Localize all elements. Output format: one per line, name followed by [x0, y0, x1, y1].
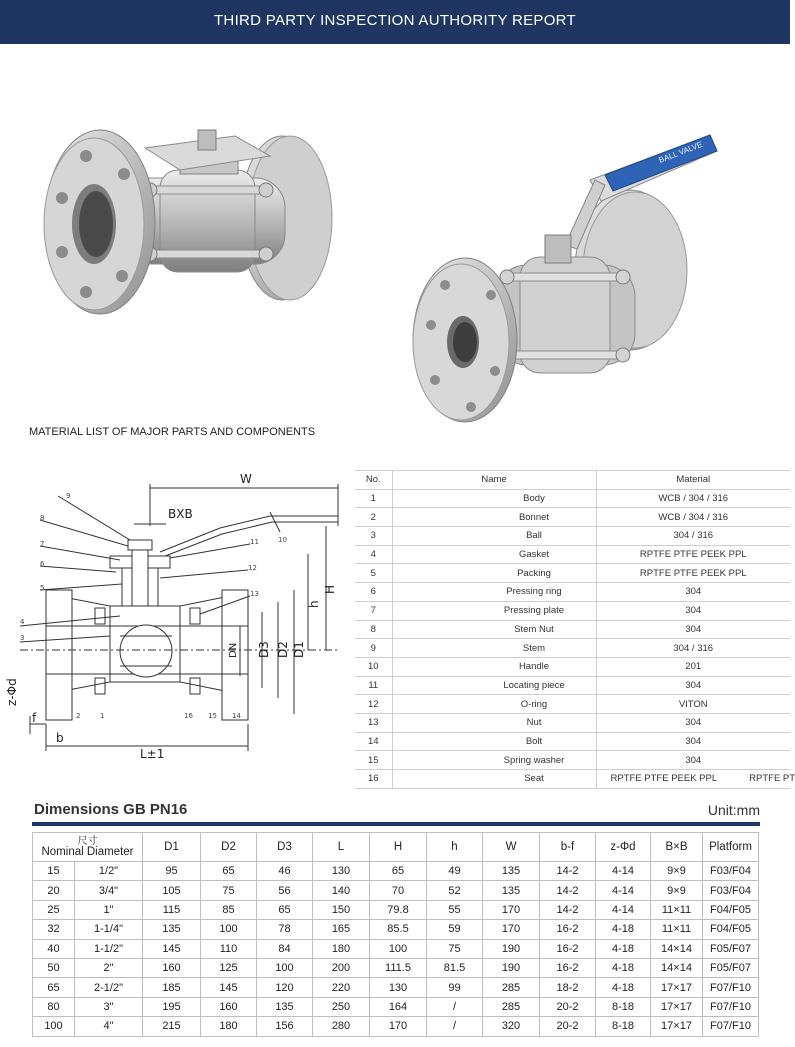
dim-label-h-upper: H — [323, 584, 337, 594]
dimensions-cell: 195 — [143, 997, 201, 1016]
parts-cell-no: 2 — [355, 508, 392, 527]
parts-table-header — [355, 471, 790, 490]
parts-row — [355, 732, 790, 751]
parts-cell-no: 3 — [355, 527, 392, 546]
dimensions-cell: 165 — [313, 920, 370, 939]
callout-10: 10 — [278, 536, 287, 544]
callout-13: 13 — [250, 590, 259, 598]
dimensions-cell: 3/4" — [75, 881, 143, 900]
parts-cell-no: 10 — [355, 657, 392, 676]
dimensions-cell: 130 — [313, 862, 370, 881]
dimensions-cell: 156 — [257, 1017, 313, 1036]
dimensions-cell: 280 — [313, 1017, 370, 1036]
dim-label-d2: D2 — [276, 641, 290, 658]
parts-header-no: No. — [355, 471, 392, 490]
seat-material-extra: RPTFE PT — [749, 773, 795, 785]
parts-row — [355, 639, 790, 658]
dimensions-cell: F04/F05 — [703, 900, 759, 919]
dimensions-cell: F05/F07 — [703, 958, 759, 977]
dimensions-cell: 170 — [483, 900, 540, 919]
dimensions-cell: 11×11 — [651, 920, 703, 939]
dimensions-cell: 85 — [201, 900, 257, 919]
parts-cell-name: Seat — [392, 770, 596, 789]
parts-row — [355, 695, 790, 714]
parts-row — [355, 601, 790, 620]
parts-cell-no: 15 — [355, 751, 392, 770]
parts-cell-no: 11 — [355, 676, 392, 695]
dimensions-cell: 111.5 — [370, 958, 427, 977]
dimensions-cell: 65 — [33, 978, 75, 997]
parts-cell-no: 13 — [355, 713, 392, 732]
dimensions-cell: 49 — [427, 862, 483, 881]
dimensions-cell: 220 — [313, 978, 370, 997]
parts-cell-material: RPTFE PTFE PEEK PPL — [596, 564, 790, 583]
dimensions-cell: 56 — [257, 881, 313, 900]
dim-label-dn: DN — [228, 642, 239, 658]
dimensions-cell: 20 — [33, 881, 75, 900]
dimensions-row — [33, 978, 759, 997]
parts-cell-name: Bolt — [392, 732, 596, 751]
parts-header-material: Material — [596, 471, 790, 490]
parts-cell-no: 9 — [355, 639, 392, 658]
dimensions-header-cell: b-f — [540, 833, 596, 862]
dimensions-cell: 16-2 — [540, 939, 596, 958]
parts-row — [355, 770, 790, 789]
callout-1: 1 — [100, 712, 105, 720]
dimensions-cell: 200 — [313, 958, 370, 977]
dim-label-w: W — [240, 472, 252, 486]
dimensions-cell: 81.5 — [427, 958, 483, 977]
dimensions-cell: 14-2 — [540, 881, 596, 900]
dimensions-cell: 1-1/2" — [75, 939, 143, 958]
dim-label-d1: D1 — [292, 641, 306, 658]
dimensions-cell: 59 — [427, 920, 483, 939]
material-list-heading: MATERIAL LIST OF MAJOR PARTS AND COMPONENTS — [29, 426, 316, 438]
dimensions-row — [33, 881, 759, 900]
dimensions-row — [33, 958, 759, 977]
parts-cell-name: Stem Nut — [392, 620, 596, 639]
parts-cell-name: Stem — [392, 639, 596, 658]
dimensions-cell: 100 — [201, 920, 257, 939]
dimensions-cell: 4-14 — [596, 900, 651, 919]
parts-cell-material: 304 / 316 — [596, 527, 790, 546]
dimensions-header-cell: H — [370, 833, 427, 862]
parts-cell-material: WCB / 304 / 316 — [596, 508, 790, 527]
handle-text: BALL VALVE — [657, 139, 704, 165]
parts-cell-no: 8 — [355, 620, 392, 639]
dim-label-h-lower: h — [307, 600, 321, 608]
dimensions-cell: 1/2" — [75, 862, 143, 881]
dimensions-cell: 4-18 — [596, 939, 651, 958]
callout-7: 7 — [40, 540, 45, 548]
dimensions-title: Dimensions GB PN16 — [34, 801, 188, 818]
parts-cell-name: Nut — [392, 713, 596, 732]
dimensions-cell: 25 — [33, 900, 75, 919]
dimensions-cell: 65 — [201, 862, 257, 881]
dimensions-cell: 4-18 — [596, 978, 651, 997]
dimensions-cell: 2" — [75, 958, 143, 977]
dimensions-cell: 250 — [313, 997, 370, 1016]
dimensions-cell: 170 — [370, 1017, 427, 1036]
parts-cell-material: 304 — [596, 583, 790, 602]
parts-header-name: Name — [392, 471, 596, 490]
parts-material-table — [355, 470, 795, 789]
banner-title: THIRD PARTY INSPECTION AUTHORITY REPORT — [213, 12, 577, 29]
dimensions-cell: 135 — [257, 997, 313, 1016]
valve-photo-left — [20, 100, 350, 340]
dimensions-cell: F07/F10 — [703, 978, 759, 997]
dimensions-header-cell: D2 — [201, 833, 257, 862]
dimensions-row — [33, 900, 759, 919]
dimensions-table-body — [33, 862, 759, 1037]
callout-6: 6 — [40, 560, 45, 568]
dimensions-cell: 135 — [143, 920, 201, 939]
parts-row — [355, 751, 790, 770]
parts-cell-no: 4 — [355, 545, 392, 564]
parts-row — [355, 527, 790, 546]
callout-2: 2 — [76, 712, 81, 720]
parts-cell-name: Bonnet — [392, 508, 596, 527]
parts-cell-no: 6 — [355, 583, 392, 602]
dimensions-cell: 100 — [257, 958, 313, 977]
seat-material: RPTFE PTFE PEEK PPL — [610, 773, 718, 785]
dimensions-cell: F07/F10 — [703, 997, 759, 1016]
dimensions-cell: 80 — [33, 997, 75, 1016]
callout-14: 14 — [232, 712, 241, 720]
dimensions-cell: 70 — [370, 881, 427, 900]
dimensions-cell: 190 — [483, 939, 540, 958]
dimensions-header-row — [33, 833, 759, 862]
dimensions-cell: 75 — [427, 939, 483, 958]
dimensions-cell: 190 — [483, 958, 540, 977]
dimensions-cell: 150 — [313, 900, 370, 919]
parts-row — [355, 713, 790, 732]
parts-row — [355, 620, 790, 639]
dimensions-cell: 180 — [201, 1017, 257, 1036]
dimensions-cell: 105 — [143, 881, 201, 900]
dimensions-cell: 99 — [427, 978, 483, 997]
parts-cell-material: WCB / 304 / 316 — [596, 489, 790, 508]
parts-table-body — [355, 489, 795, 788]
parts-cell-no: 7 — [355, 601, 392, 620]
parts-cell-no: 14 — [355, 732, 392, 751]
dimensions-cell: 16-2 — [540, 958, 596, 977]
dimensions-cell: 130 — [370, 978, 427, 997]
dimensions-header-cell: D3 — [257, 833, 313, 862]
dimensions-cell: 100 — [370, 939, 427, 958]
dim-label-d3: D3 — [257, 641, 271, 658]
dimensions-cell: 4-18 — [596, 958, 651, 977]
dimensions-cell: F07/F10 — [703, 1017, 759, 1036]
parts-cell-no: 12 — [355, 695, 392, 714]
parts-cell-name: O-ring — [392, 695, 596, 714]
dimensions-cell: 3" — [75, 997, 143, 1016]
dimensions-cell: F04/F05 — [703, 920, 759, 939]
parts-cell-name: Pressing plate — [392, 601, 596, 620]
dimensions-cell: 15 — [33, 862, 75, 881]
callout-8: 8 — [40, 514, 45, 522]
callout-16: 16 — [184, 712, 193, 720]
valve-photo-right — [405, 125, 735, 435]
dimensions-cell: 50 — [33, 958, 75, 977]
nominal-header-en: Nominal Diameter — [41, 846, 134, 858]
dimensions-cell: 2-1/2" — [75, 978, 143, 997]
dimensions-cell: 46 — [257, 862, 313, 881]
dimensions-table — [32, 832, 759, 1037]
parts-row — [355, 545, 790, 564]
dimensions-row — [33, 939, 759, 958]
dimensions-cell: 14×14 — [651, 958, 703, 977]
parts-cell-material — [596, 770, 795, 789]
dimensions-cell: 8-18 — [596, 997, 651, 1016]
dimensions-cell: 17×17 — [651, 1017, 703, 1036]
parts-cell-material: RPTFE PTFE PEEK PPL — [596, 545, 790, 564]
dimensions-cell: 79.8 — [370, 900, 427, 919]
dimensions-cell: 135 — [483, 862, 540, 881]
parts-row — [355, 583, 790, 602]
parts-cell-name: Packing — [392, 564, 596, 583]
dimensions-header-cell: W — [483, 833, 540, 862]
parts-cell-material: 304 — [596, 601, 790, 620]
dimensions-cell: 110 — [201, 939, 257, 958]
dimensions-cell: 9×9 — [651, 881, 703, 900]
dimensions-cell: F03/F04 — [703, 862, 759, 881]
parts-cell-name: Gasket — [392, 545, 596, 564]
callout-4: 4 — [20, 618, 25, 626]
valve-section-drawing — [0, 466, 352, 766]
dimensions-cell: F03/F04 — [703, 881, 759, 900]
parts-cell-material: 304 — [596, 732, 790, 751]
dimensions-cell: 85.5 — [370, 920, 427, 939]
dimensions-divider — [32, 822, 760, 826]
dimensions-cell: 4" — [75, 1017, 143, 1036]
dimensions-cell: 8-18 — [596, 1017, 651, 1036]
dimensions-cell: 285 — [483, 978, 540, 997]
dimensions-row — [33, 862, 759, 881]
dimensions-cell: 285 — [483, 997, 540, 1016]
parts-cell-no: 16 — [355, 770, 392, 789]
parts-cell-no: 5 — [355, 564, 392, 583]
dimensions-cell: 100 — [33, 1017, 75, 1036]
dimensions-cell: 65 — [370, 862, 427, 881]
dimensions-cell: 32 — [33, 920, 75, 939]
dim-label-bxb: BXB — [168, 507, 193, 521]
parts-cell-material: 304 — [596, 751, 790, 770]
dimensions-header-cell: Platform — [703, 833, 759, 862]
dimensions-header-cell: B×B — [651, 833, 703, 862]
dimensions-cell: 4-18 — [596, 920, 651, 939]
dimensions-cell: 115 — [143, 900, 201, 919]
dimensions-cell: 4-14 — [596, 881, 651, 900]
callout-15: 15 — [208, 712, 217, 720]
parts-cell-material: 304 / 316 — [596, 639, 790, 658]
parts-cell-name: Pressing ring — [392, 583, 596, 602]
dimensions-cell: 120 — [257, 978, 313, 997]
report-banner — [0, 0, 790, 44]
dimensions-header-cell: z-Φd — [596, 833, 651, 862]
parts-row — [355, 564, 790, 583]
dimensions-header-cell: D1 — [143, 833, 201, 862]
dimensions-cell: 185 — [143, 978, 201, 997]
dimensions-cell: 17×17 — [651, 978, 703, 997]
callout-5: 5 — [40, 584, 45, 592]
dimensions-cell: 14-2 — [540, 862, 596, 881]
dimensions-cell: 11×11 — [651, 900, 703, 919]
dimensions-cell: 84 — [257, 939, 313, 958]
dimensions-header-nominal — [33, 833, 143, 862]
dimensions-cell: 14-2 — [540, 900, 596, 919]
dimensions-cell: 160 — [143, 958, 201, 977]
dimensions-header-cell: h — [427, 833, 483, 862]
parts-row — [355, 489, 790, 508]
dimensions-cell: / — [427, 1017, 483, 1036]
dimensions-header-cell: L — [313, 833, 370, 862]
dimensions-cell: 55 — [427, 900, 483, 919]
dimensions-cell: 9×9 — [651, 862, 703, 881]
dimensions-row — [33, 997, 759, 1016]
parts-cell-material: 304 — [596, 676, 790, 695]
dim-label-b: b — [56, 731, 64, 745]
parts-cell-name: Handle — [392, 657, 596, 676]
dimensions-cell: 125 — [201, 958, 257, 977]
dimensions-cell: 4-14 — [596, 862, 651, 881]
dimensions-cell: 18-2 — [540, 978, 596, 997]
parts-cell-material: 201 — [596, 657, 790, 676]
dimensions-cell: F05/F07 — [703, 939, 759, 958]
callout-3: 3 — [20, 634, 25, 642]
dimensions-cell: 140 — [313, 881, 370, 900]
dimensions-cell: 95 — [143, 862, 201, 881]
parts-cell-name: Locating piece — [392, 676, 596, 695]
dim-label-zphid: z-Φd — [5, 678, 19, 706]
callout-11: 11 — [250, 538, 259, 546]
dimensions-cell: 20-2 — [540, 1017, 596, 1036]
dimensions-cell: 75 — [201, 881, 257, 900]
parts-cell-material: VITON — [596, 695, 790, 714]
dimensions-cell: 16-2 — [540, 920, 596, 939]
dimensions-cell: 17×17 — [651, 997, 703, 1016]
parts-cell-name: Spring washer — [392, 751, 596, 770]
dimensions-cell: 320 — [483, 1017, 540, 1036]
dimensions-cell: 1" — [75, 900, 143, 919]
dimensions-cell: 180 — [313, 939, 370, 958]
dimensions-cell: 1-1/4" — [75, 920, 143, 939]
dim-label-l: L±1 — [140, 747, 165, 761]
dimensions-row — [33, 920, 759, 939]
dimensions-cell: 78 — [257, 920, 313, 939]
dimensions-unit: Unit:mm — [707, 802, 760, 818]
dimensions-cell: 160 — [201, 997, 257, 1016]
dimensions-cell: 14×14 — [651, 939, 703, 958]
dimensions-cell: 20-2 — [540, 997, 596, 1016]
callout-9: 9 — [66, 492, 71, 500]
dimensions-cell: 40 — [33, 939, 75, 958]
parts-row — [355, 676, 790, 695]
dimensions-cell: 52 — [427, 881, 483, 900]
nominal-header-cn: 尺寸 — [77, 836, 98, 847]
dimensions-cell: 65 — [257, 900, 313, 919]
dimensions-cell: 215 — [143, 1017, 201, 1036]
parts-row — [355, 657, 790, 676]
parts-cell-material: 304 — [596, 620, 790, 639]
parts-row — [355, 508, 790, 527]
parts-cell-name: Ball — [392, 527, 596, 546]
dimensions-cell: 145 — [143, 939, 201, 958]
dimensions-cell: 145 — [201, 978, 257, 997]
dimensions-cell: 135 — [483, 881, 540, 900]
parts-cell-material: 304 — [596, 713, 790, 732]
parts-cell-no: 1 — [355, 489, 392, 508]
dimensions-cell: / — [427, 997, 483, 1016]
callout-12: 12 — [248, 564, 257, 572]
parts-cell-name: Body — [392, 489, 596, 508]
dimensions-row — [33, 1017, 759, 1036]
dimensions-cell: 164 — [370, 997, 427, 1016]
dim-label-f: f — [32, 711, 37, 725]
dimensions-cell: 170 — [483, 920, 540, 939]
